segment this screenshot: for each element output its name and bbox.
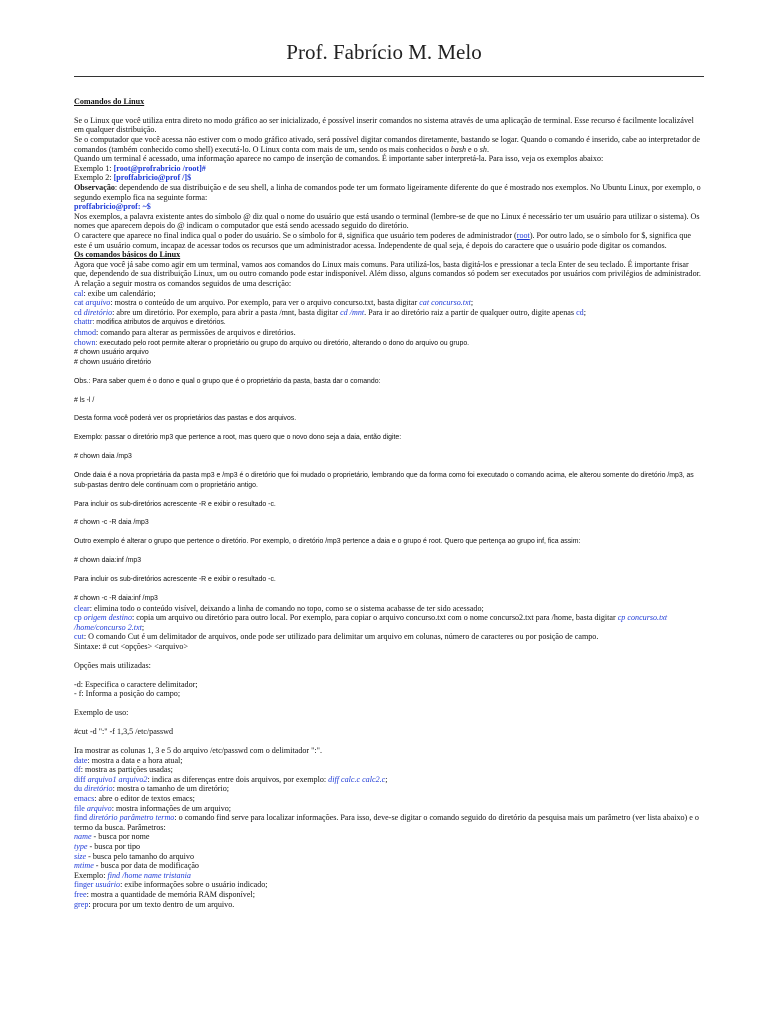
document-body <box>74 93 702 909</box>
ubuntu-prompt: proffabricio@prof: ~$ <box>74 202 151 212</box>
command-grep: grep: procura por um texto dentro de um arquivo. <box>74 899 235 909</box>
command-free: free: mostra a quantidade de memória RAM disponível; <box>74 889 255 899</box>
example-line: Exemplo 1: [root@profrabricio /root]# <box>74 163 206 173</box>
code-line: # chown -c -R daia /mp3 <box>74 519 149 527</box>
paragraph: Exemplo: passar o diretório mp3 que pertence a root, mas quero que o novo dono seja a daia, então digite: <box>74 434 402 442</box>
command-chmod: chmod: comando para alterar as permissões de arquivos e diretórios. <box>74 327 296 337</box>
paragraph: A relação a seguir mostra os comandos seguidos de uma descrição: <box>74 278 292 288</box>
paragraph: Para incluir os sub-diretórios acrescente -R e exibir o resultado -c. <box>74 500 276 508</box>
section-heading-comandos: Comandos do Linux <box>74 97 145 106</box>
observation: Observação: dependendo de sua distribuição e de seu shell, a linha de comandos pode ter um formato ligeiramente diferente do que é mostrado nos exemplos. No Ubuntu Linux, por exemplo, o segundo exemplo fica na seguinte forma: <box>74 183 701 202</box>
find-example: Exemplo: find /home name tristania <box>74 870 191 880</box>
code-line: # chown daia:inf /mp3 <box>74 557 142 565</box>
command-cd: cd diretório: abre um diretório. Por exemplo, para abrir a pasta /mnt, basta digitar cd /mnt. Para ir ao diretório raiz a partir de qualquer outro, digite apenas cd; <box>74 307 586 317</box>
code-line: # chown daia /mp3 <box>74 453 132 461</box>
command-chattr: chattr: modifica atributos de arquivos e diretórios. <box>74 317 226 327</box>
command-df: df: mostra as partições usadas; <box>74 765 173 775</box>
command-date: date: mostra a data e a hora atual; <box>74 755 183 765</box>
paragraph: O caractere que aparece no final indica qual o poder do usuário. Se o símbolo for #, significa que usuário tem poderes de administrador (root). Por outro lado, se o símbolo for $, significa que este é um usuário comum, incapaz de acessar todos os recursos que um administrador acessa. Independente de qual seja, é depois do caractere que o usuário pode digitar os comandos. <box>74 231 691 250</box>
command-emacs: emacs: abre o editor de textos emacs; <box>74 794 195 803</box>
option-line: -d: Especifica o caractere delimitador; <box>74 679 198 689</box>
find-param: name - busca por nome <box>74 832 150 842</box>
example-line: Exemplo 2: [proffabricio@prof /]$ <box>74 173 192 183</box>
syntax-line: Sintaxe: # cut <opções> <arquivo> <box>74 641 189 651</box>
paragraph: Para incluir os sub-diretórios acrescente -R e exibir o resultado -c. <box>74 576 276 584</box>
command-cut: cut: O comando Cut é um delimitador de arquivos, onde pode ser utilizado para delimitar um arquivo em colunas, número de caracteres ou por posição de campo. <box>74 632 599 642</box>
command-cp: cp origem destino: copia um arquivo ou diretório para outro local. Por exemplo, para copiar o arquivo concurso.txt com o nome concurso2.txt para /home, basta digitar cp concurso.txt /home/concurso 2.txt; <box>74 613 668 632</box>
paragraph: Se o Linux que você utiliza entra direto no modo gráfico ao ser inicializado, é possível inserir comandos no sistema através de uma aplicação de terminal. Esse recurso é facilmente localizável em qualquer distribuição. <box>74 115 694 135</box>
paragraph: Desta forma você poderá ver os proprietários das pastas e dos arquivos. <box>74 415 297 423</box>
command-diff: diff arquivo1 arquivo2: indica as diferenças entre dois arquivos, por exemplo: diff calc.c calc2.c; <box>74 774 388 784</box>
command-clear: clear: elimina todo o conteúdo visível, deixando a linha de comando no topo, como se o sistema acabasse de ter sido acessado; <box>74 603 484 613</box>
command-chown: chown: executado pelo root permite alterar o proprietário ou grupo do arquivo ou diretório, alterando o dono do arquivo ou grupo. <box>74 337 470 347</box>
command-cal: cal: exibe um calendário; <box>74 288 156 298</box>
command-find: find diretório parâmetro termo: o comando find serve para localizar informações. Para isso, deve-se digitar o comando seguido do diretório da pesquisa mais um parâmetro (ver lista abaixo) e o termo da busca. Parâmetros: <box>74 813 699 832</box>
find-param: mtime - busca por data de modificação <box>74 861 199 871</box>
command-finger: finger usuário: exibe informações sobre o usuário indicado; <box>74 880 268 890</box>
paragraph: Obs.: Para saber quem é o dono e qual o grupo que é o proprietário da pasta, basta dar o comando: <box>74 377 381 385</box>
paragraph: Outro exemplo é alterar o grupo que pertence o diretório. Por exemplo, o diretório /mp3 pertence a daia e o grupo é root. Quero que pertença ao grupo inf, fica assim: <box>74 538 581 546</box>
paragraph: Se o computador que você acessa não estiver com o modo gráfico ativado, será possível digitar comandos diretamente, bastando se logar. Quando o comando é inserido, cabe ao interpretador de comandos (também conhecido como shell) executá-lo. O Linux conta com mais de um, sendo os mais conhecidos o bash e o sh. <box>74 135 700 154</box>
page-header-title: Prof. Fabrício M. Melo <box>286 40 482 64</box>
paragraph: Quando um terminal é acessado, uma informação aparece no campo de inserção de comandos. É importante saber interpretá-la. Para isso, veja os exemplos abaixo: <box>74 154 604 164</box>
section-heading-basicos: Os comandos básicos do Linux <box>74 250 181 260</box>
code-line: # chown -c -R daia:inf /mp3 <box>74 595 158 603</box>
header-divider <box>74 76 704 77</box>
paragraph: Exemplo de uso: <box>74 708 129 718</box>
paragraph: Nos exemplos, a palavra existente antes do símbolo @ diz qual o nome do usuário que está usando o terminal (lembre-se de que no Linux é necessário ter um usuário para utilizar o sistema). Os nomes que aparecem depois do @ indicam o computador que está sendo acessado seguido do diretório. <box>74 211 700 231</box>
command-du: du diretório: mostra o tamanho de um diretório; <box>74 784 230 794</box>
command-file: file arquivo: mostra informações de um arquivo; <box>74 803 232 813</box>
root-link[interactable]: root <box>516 231 530 241</box>
paragraph: Ira mostrar as colunas 1, 3 e 5 do arquivo /etc/passwd com o delimitador ":". <box>74 746 323 756</box>
paragraph: Opções mais utilizadas: <box>74 660 151 670</box>
find-param: size - busca pelo tamanho do arquivo <box>74 851 195 861</box>
code-line: # ls -l / <box>74 396 95 404</box>
code-line: # chown usuário diretório <box>74 358 151 366</box>
paragraph: Onde daia é a nova proprietária da pasta mp3 e /mp3 é o diretório que foi mudado o proprietário, lembrando que da forma como foi executado o comando acima, ele alterou somente do diretório /mp3, as sub-pastas dentro dele continuam com o proprietário antigo. <box>74 472 694 489</box>
find-param: type - busca por tipo <box>74 841 141 851</box>
command-cat: cat arquivo: mostra o conteúdo de um arquivo. Por exemplo, para ver o arquivo concurso.txt, basta digitar cat concurso.txt; <box>74 298 474 308</box>
option-line: - f: Informa a posição do campo; <box>74 689 181 699</box>
code-line: #cut -d ":" -f 1,3,5 /etc/passwd <box>74 727 173 737</box>
code-line: # chown usuário arquivo <box>74 349 149 357</box>
paragraph: Agora que você já sabe como agir em um terminal, vamos aos comandos do Linux mais comuns. Para utilizá-los, basta digitá-los e pressionar a tecla Enter de seu teclado. É importante frisar que, dependendo de sua distribuição Linux, um ou outro comando pode estar indisponível. Além disso, alguns comandos só podem ser executados por usuários com privilégios de administrador. <box>74 259 701 279</box>
